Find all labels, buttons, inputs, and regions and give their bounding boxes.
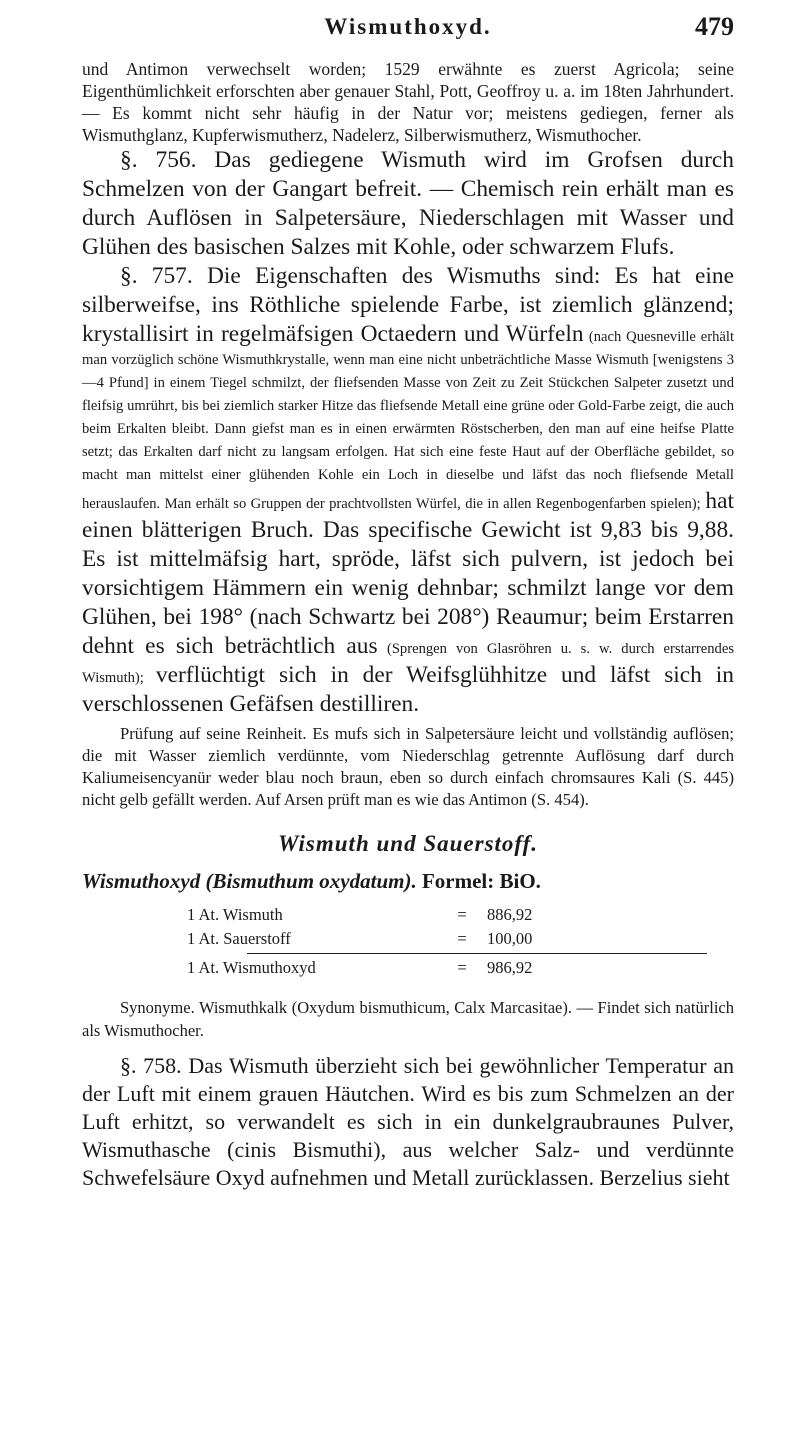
table-cell: 100,00 — [487, 929, 533, 948]
table-cell: 986,92 — [487, 958, 533, 977]
section-757-note: (nach Quesneville erhält man vorzüglich schöne Wismuthkrystalle, wenn man eine nicht unbeträchtliche Masse Wismuth [wenigstens 3—4 Pfund] in einem Tiegel schmilzt, der fliefsenden Masse von Zeit zu Zeit Stückchen Salpeter zusetzt und fleifsig umrührt, bis bei ziemlich starker Hitze das fliefsende Metall eine grüne oder Gold-Farbe zeigt, die auch beim Erkalten bleibt. Dann giefst man es in einen erwärmten Röstscherben, den man auf eine heifse Platte setzt; das Erkalten darf nicht zu langsam erfolgen. Hat sich eine feste Haut auf der Oberfläche gebildet, so macht man mittelst einer glühenden Kohle ein Loch in dieselbe und läfst das noch fliefsende Metall herauslaufen. Man erhält so Gruppen der prachtvollsten Würfel, die in allen Regenbogenfarben spielen); — [82, 329, 735, 512]
table-cell: = — [457, 905, 467, 924]
running-title: Wismuthoxyd. — [324, 14, 492, 39]
table-cell: 1 At. Sauerstoff — [187, 929, 291, 948]
table-cell: = — [457, 958, 467, 977]
section-757-continuation: hat einen blätterigen Bruch. Das specifische Gewicht ist 9,83 bis 9,88. Es ist mittelmäfsig hart, spröde, läfst sich pulvern, ist jedoch bei vorsichtigem Hämmern ein wenig dehnbar; schmilzt lange vor dem Glühen, bei 198° (nach Schwartz bei 208°) Reaumur; beim Erstarren dehnt es sich beträchtlich aus — [82, 488, 734, 659]
table-row — [187, 903, 667, 927]
section-757 — [82, 262, 734, 719]
section-757-heading: §. 757. Die Eigenschaften des Wismuths sind: Es hat eine silberweifse, ins Röthliche spielende Farbe, ist ziemlich glänzend; krystallisirt in regelmäfsigen Octaedern und Würfeln — [82, 263, 734, 347]
page-number: 479 — [695, 12, 734, 41]
section-757-note-2: (Sprengen von Glasröhren u. s. w. durch erstarrendes Wismuth); — [82, 641, 735, 686]
table-rule — [247, 953, 707, 954]
page-content — [82, 58, 734, 1192]
table-row — [187, 956, 667, 980]
table-cell: 886,92 — [487, 905, 533, 924]
section-757-ending: verflüchtigt sich in der Weifsglühhitze und läfst sich in verschlossenen Gefäfsen destilliren. — [82, 662, 734, 717]
table-cell: = — [457, 929, 467, 948]
formula-label: Wismuthoxyd (Bismuthum oxydatum). — [82, 869, 417, 893]
section-758: §. 758. Das Wismuth überzieht sich bei gewöhnlicher Temperatur an der Luft mit einem grauen Häutchen. Wird es bis zum Schmelzen an der Luft erhitzt, so verwandelt es sich in ein dunkelgraubraunes Pulver, Wismuthasche (cinis Bismuthi), aus welcher Salz- und verdünnte Schwefelsäure Oxyd aufnehmen und Metall zurücklassen. Berzelius sieht — [82, 1053, 734, 1190]
table-row — [187, 927, 667, 951]
subsection-title: Wismuth und Sauerstoff. — [277, 831, 539, 856]
intro-paragraph: und Antimon verwechselt worden; 1529 erwähnte es zuerst Agricola; seine Eigenthümlichkeit erforschten aber genauer Stahl, Pott, Geoffroy u. a. im 18ten Jahrhundert. — Es kommt nicht sehr häufig in der Natur vor; meistens gediegen, ferner als Wismuthglanz, Kupferwismutherz, Nadelerz, Silberwismutherz, Wismuthocher. — [82, 59, 734, 145]
section-756: §. 756. Das gediegene Wismuth wird im Grofsen durch Schmelzen von der Gangart befreit. — Chemisch rein erhält man es durch Auflösen in Salpetersäure, Niederschlagen mit Wasser und Glühen des basischen Salzes mit Kohle, oder schwarzem Flufs. — [82, 147, 734, 260]
composition-table — [187, 903, 667, 980]
purity-test-paragraph: Prüfung auf seine Reinheit. Es mufs sich in Salpetersäure leicht und vollständig auflösen; die mit Wasser ziemlich verdünnte, vom Niederschlag getrennte Auflösung darf durch Kaliumeisencyanür weder blau noch braun, eben so durch einfach chromsaures Kali (S. 445) nicht gelb gefällt werden. Auf Arsen prüft man es wie das Antimon (S. 454). — [82, 724, 734, 809]
table-cell: 1 At. Wismuth — [187, 905, 283, 924]
formula-line — [82, 867, 734, 895]
synonyms-paragraph: Synonyme. Wismuthkalk (Oxydum bismuthicum, Calx Marcasitae). — Findet sich natürlich als Wismuthocher. — [82, 998, 734, 1040]
table-cell: 1 At. Wismuthoxyd — [187, 958, 316, 977]
page-header — [82, 0, 734, 58]
formula-text: Formel: BiO. — [421, 869, 541, 893]
